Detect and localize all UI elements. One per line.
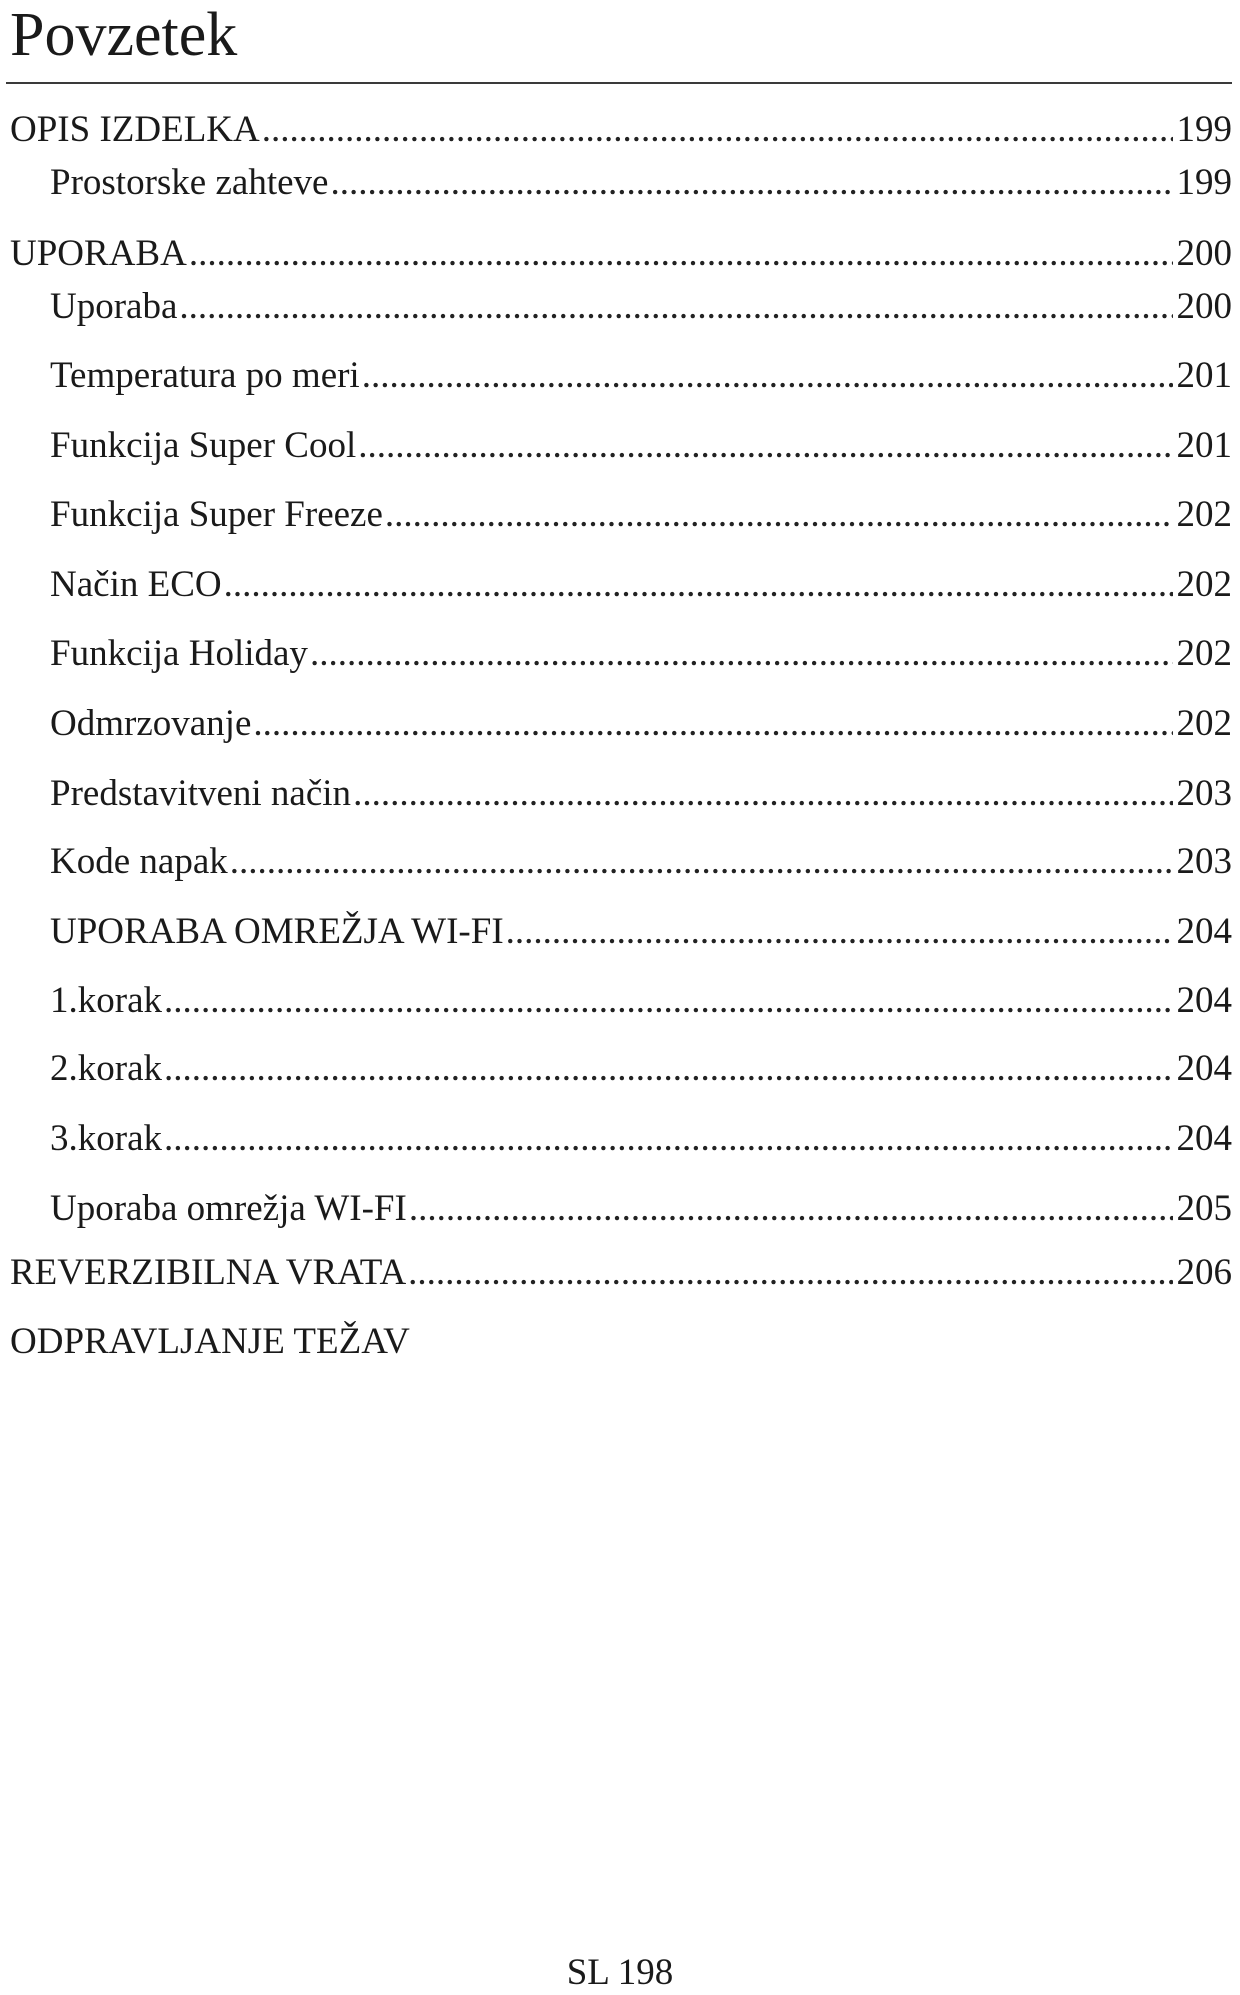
toc-page-number: 201 <box>1176 355 1232 396</box>
toc-dot-leader <box>408 1251 1172 1295</box>
toc-page-number: 202 <box>1176 564 1232 605</box>
toc-page-number: 200 <box>1176 286 1232 327</box>
toc-entry-label: ODPRAVLJANJE TEŽAV <box>10 1321 410 1362</box>
toc-dot-leader <box>262 108 1173 152</box>
toc-entry-uporaba[interactable] <box>50 285 1232 329</box>
toc-entry-label: Kode napak <box>50 841 228 882</box>
toc-dot-leader <box>330 161 1172 205</box>
toc-page-number: 202 <box>1176 494 1232 535</box>
toc-entry-holiday[interactable] <box>50 632 1232 676</box>
toc-dot-leader <box>409 1187 1173 1231</box>
toc-page-number: 199 <box>1176 109 1232 150</box>
toc-entry-label: Odmrzovanje <box>50 703 252 744</box>
title-divider <box>6 82 1232 84</box>
toc-entry-uporaba-omrezja-wifi[interactable] <box>50 1187 1232 1231</box>
toc-entry-temperatura-po-meri[interactable] <box>50 354 1232 398</box>
toc-entry-opis-izdelka[interactable] <box>10 108 1232 152</box>
toc-entry-nacin-eco[interactable] <box>50 563 1232 607</box>
toc-dot-leader <box>164 979 1173 1023</box>
toc-dot-leader <box>179 285 1172 329</box>
toc-dot-leader <box>358 424 1172 468</box>
toc-entry-super-freeze[interactable] <box>50 493 1232 537</box>
toc-entry-label: Predstavitveni način <box>50 773 352 814</box>
toc-entry-label: Temperatura po meri <box>50 355 360 396</box>
toc-entry-label: Način ECO <box>50 564 222 605</box>
toc-page-number: 204 <box>1176 911 1232 952</box>
toc-entry-label: Funkcija Holiday <box>50 633 308 674</box>
page-footer-number: SL 198 <box>566 1952 674 1993</box>
toc-dot-leader <box>253 702 1172 746</box>
toc-dot-leader <box>362 354 1173 398</box>
toc-entry-reverzibilna-vrata[interactable] <box>10 1251 1232 1295</box>
toc-entry-label: Funkcija Super Cool <box>50 425 357 466</box>
toc-entry-label: REVERZIBILNA VRATA <box>10 1252 407 1293</box>
toc-dot-leader <box>230 840 1173 884</box>
toc-entry-korak-3[interactable] <box>50 1117 1232 1161</box>
toc-entry-kode-napak[interactable] <box>50 840 1232 884</box>
toc-entry-label: UPORABA <box>10 233 187 274</box>
toc-entry-label: Prostorske zahteve <box>50 162 329 203</box>
toc-entry-odmrzovanje[interactable] <box>50 702 1232 746</box>
toc-dot-leader <box>224 563 1173 607</box>
toc-dot-leader <box>353 772 1172 816</box>
toc-entry-predstavitveni-nacin[interactable] <box>50 772 1232 816</box>
toc-page-number: 204 <box>1176 1118 1232 1159</box>
toc-entry-label: Uporaba omrežja WI-FI <box>50 1188 407 1229</box>
toc-entry-korak-1[interactable] <box>50 979 1232 1023</box>
toc-entry-label: UPORABA OMREŽJA WI-FI <box>50 911 504 952</box>
toc-entry-label: OPIS IZDELKA <box>10 109 260 150</box>
toc-dot-leader <box>164 1047 1173 1091</box>
toc-dot-leader <box>164 1117 1173 1161</box>
toc-entry-prostorske-zahteve[interactable] <box>50 161 1232 205</box>
page-title: Povzetek <box>10 1 238 69</box>
toc-entry-label: 1.korak <box>50 980 162 1021</box>
toc-page-number: 204 <box>1176 980 1232 1021</box>
toc-page-number: 200 <box>1176 233 1232 274</box>
toc-dot-leader <box>506 910 1173 954</box>
toc-entry-korak-2[interactable] <box>50 1047 1232 1091</box>
toc-page-number: 202 <box>1176 633 1232 674</box>
toc-page-number: 203 <box>1176 841 1232 882</box>
toc-entry-label: 2.korak <box>50 1048 162 1089</box>
toc-entry-super-cool[interactable] <box>50 424 1232 468</box>
toc-dot-leader <box>310 632 1173 676</box>
toc-page-number: 202 <box>1176 703 1232 744</box>
toc-entry-label: Uporaba <box>50 286 178 327</box>
toc-entry-uporaba-section[interactable] <box>10 232 1232 276</box>
toc-entry-label: Funkcija Super Freeze <box>50 494 383 535</box>
toc-page-number: 206 <box>1176 1252 1232 1293</box>
toc-entry-label: 3.korak <box>50 1118 162 1159</box>
toc-entry-odpravljanje-tezav[interactable] <box>10 1320 1232 1364</box>
toc-dot-leader <box>189 232 1173 276</box>
toc-page-number: 205 <box>1176 1188 1232 1229</box>
toc-page-number: 203 <box>1176 773 1232 814</box>
toc-page-number: 199 <box>1176 162 1232 203</box>
toc-page-number: 204 <box>1176 1048 1232 1089</box>
toc-dot-leader <box>385 493 1173 537</box>
toc-page-number: 201 <box>1176 425 1232 466</box>
toc-entry-uporaba-omrezja-wifi-section[interactable] <box>50 910 1232 954</box>
